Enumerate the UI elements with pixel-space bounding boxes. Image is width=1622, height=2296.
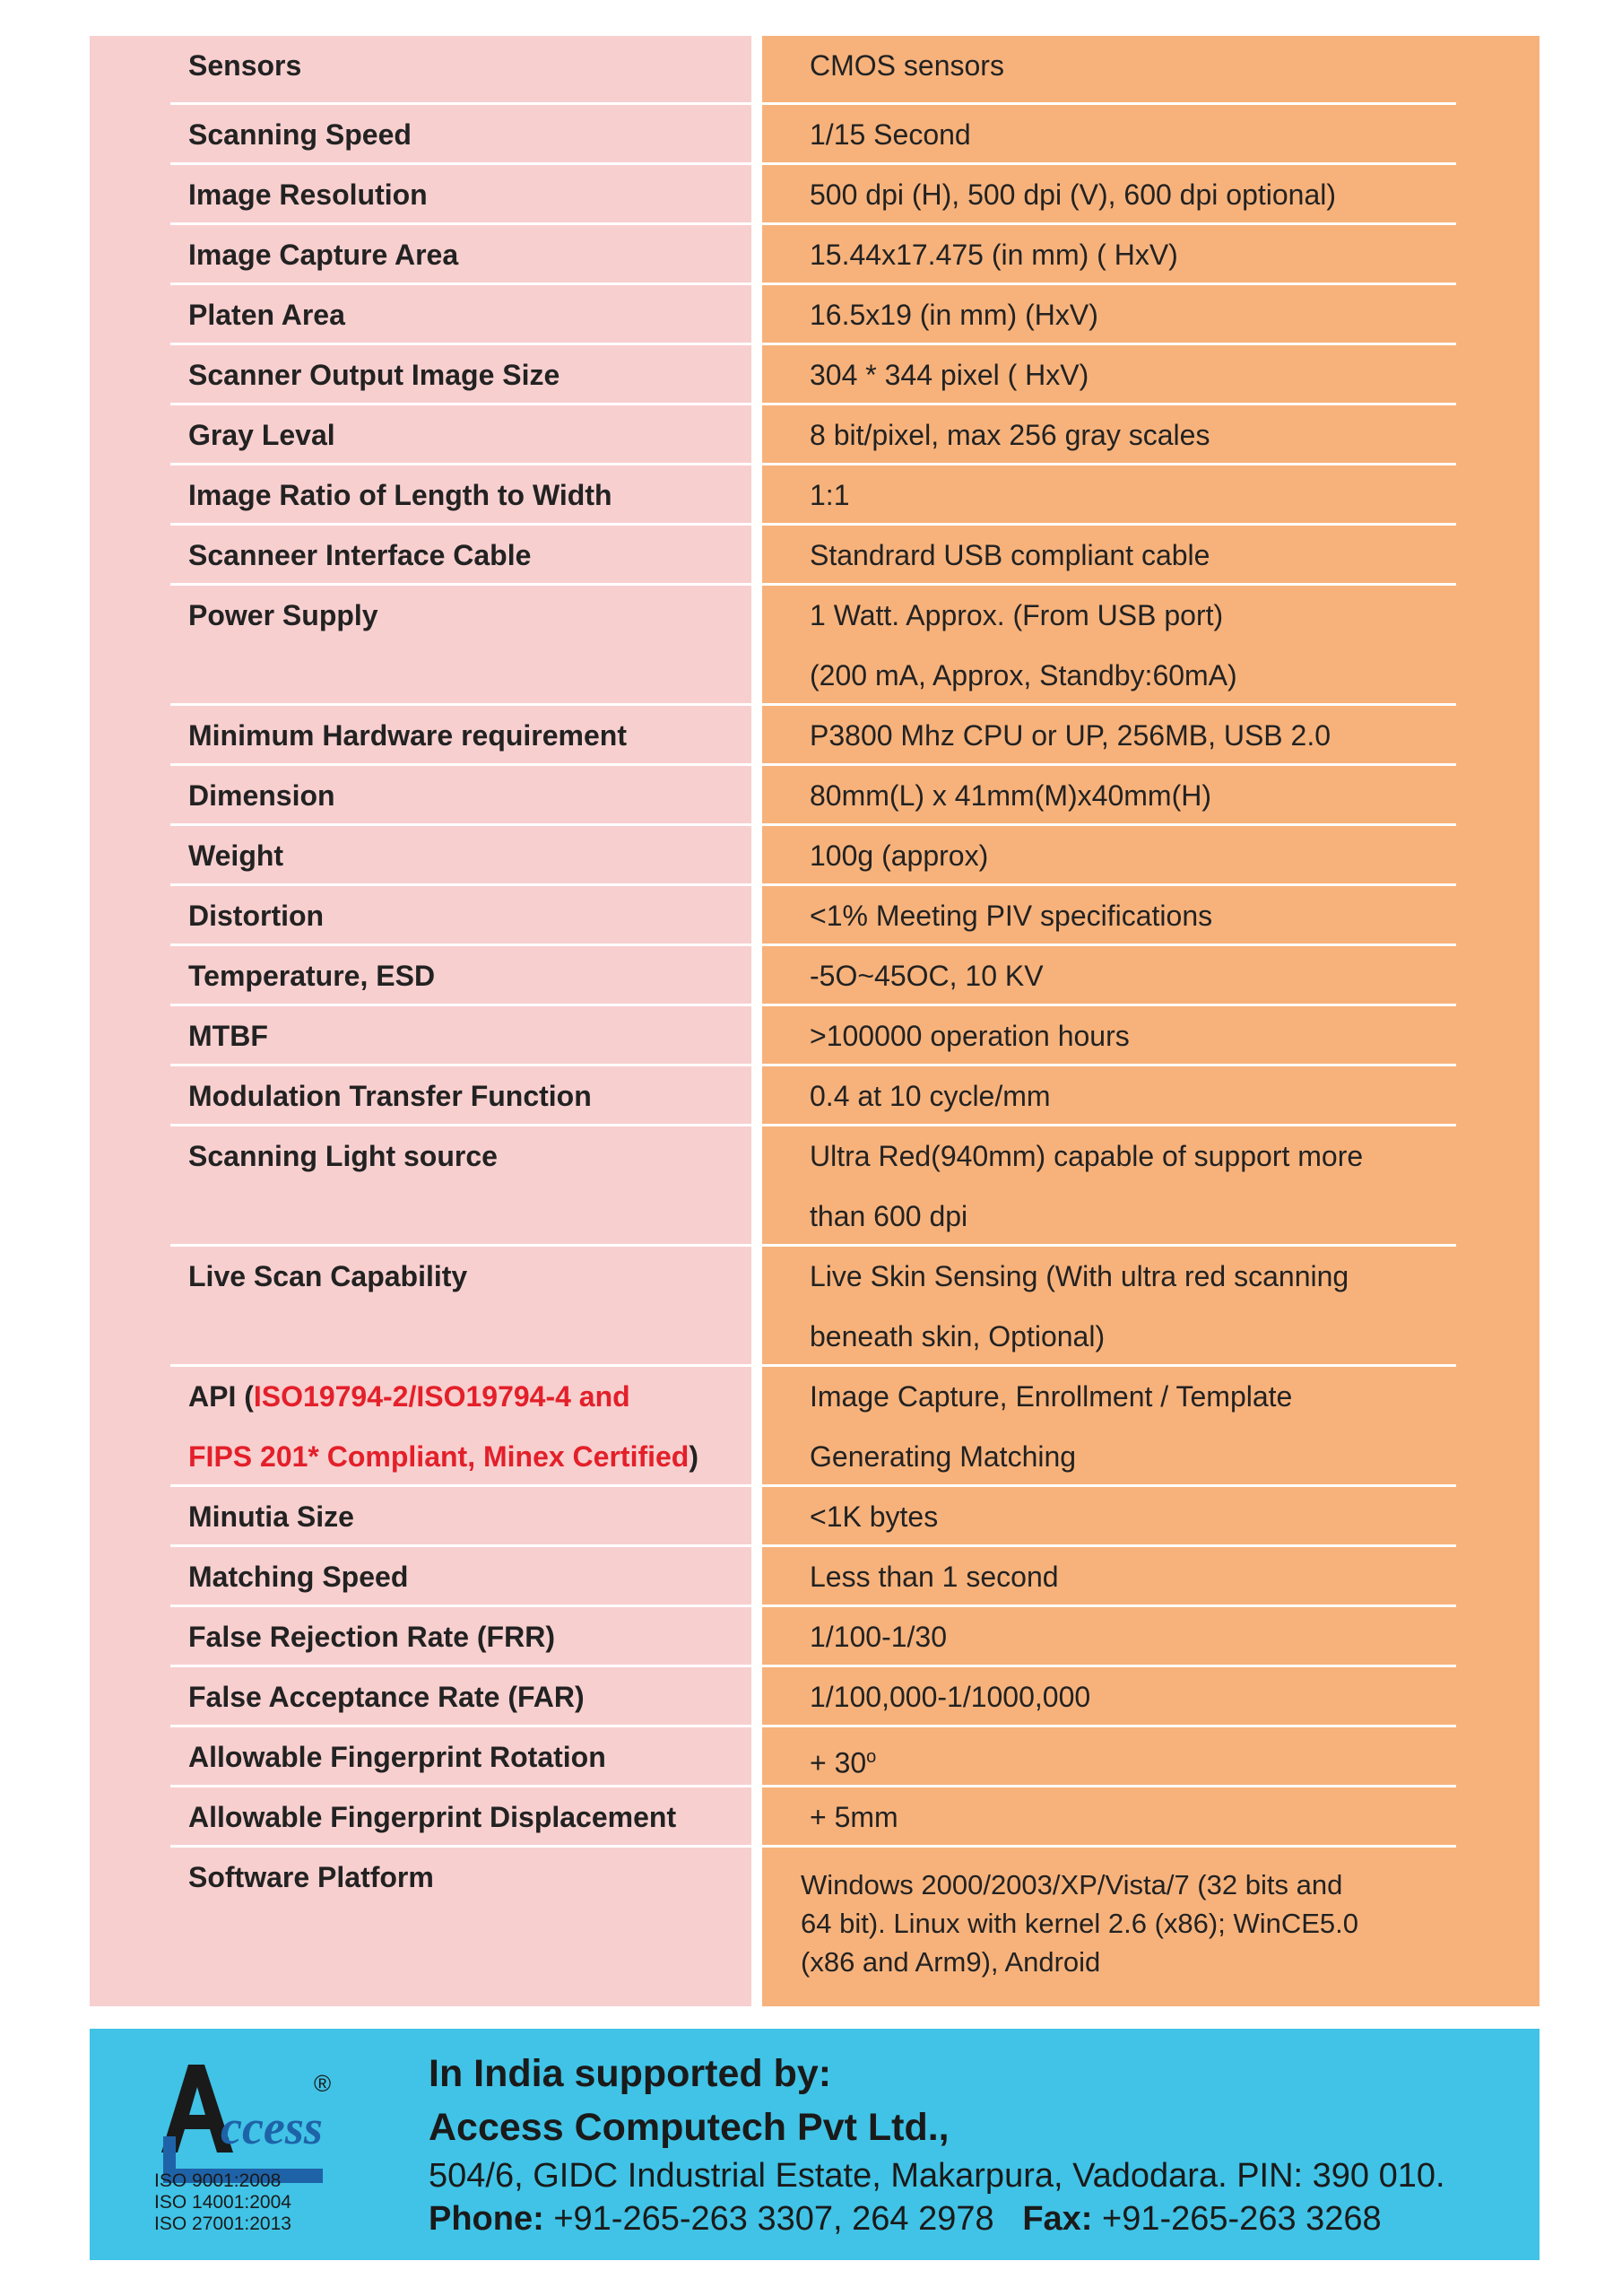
spec-row-minutia-size (90, 1487, 1540, 1547)
spec-row-dimension (90, 766, 1540, 826)
footer-banner (90, 2029, 1540, 2260)
spec-row-gray-level (90, 405, 1540, 465)
spec-value: 1:1 (810, 479, 850, 511)
spec-value: Ultra Red(940mm) capable of support more than 600 dpi (810, 1140, 1364, 1232)
spec-label: Power Supply (188, 599, 378, 631)
spec-row-sensors (90, 36, 1540, 105)
spec-label: Matching Speed (188, 1561, 409, 1593)
spec-row-frr (90, 1607, 1540, 1667)
spec-row-live-scan (90, 1247, 1540, 1367)
spec-row-platen-area (90, 285, 1540, 345)
supported-by: In India supported by: (429, 2052, 832, 2095)
spec-row-mtf (90, 1066, 1540, 1126)
company-name: Access Computech Pvt Ltd., (429, 2106, 950, 2149)
spec-value: 1 Watt. Approx. (From USB port) (200 mA, Approx, Standby:60mA) (810, 599, 1237, 691)
spec-row-min-hardware (90, 706, 1540, 766)
spec-value: 100g (approx) (810, 839, 989, 872)
spec-row-image-ratio (90, 465, 1540, 526)
spec-value: 304 * 344 pixel ( HxV) (810, 359, 1089, 391)
spec-label: Temperature, ESD (188, 960, 436, 992)
spec-label: Dimension (188, 779, 335, 812)
svg-text:ccess: ccess (221, 2100, 323, 2154)
spec-label: Gray Leval (188, 419, 335, 451)
spec-value: 80mm(L) x 41mm(M)x40mm(H) (810, 779, 1211, 812)
spec-value: 500 dpi (H), 500 dpi (V), 600 dpi optional) (810, 178, 1337, 211)
spec-value: Image Capture, Enrollment / Template Generating Matching (810, 1380, 1293, 1473)
spec-label: Scanner Output Image Size (188, 359, 560, 391)
spec-row-interface-cable (90, 526, 1540, 586)
spec-value: + 5mm (810, 1801, 898, 1833)
spec-table (90, 36, 1540, 2006)
spec-row-matching-speed (90, 1547, 1540, 1607)
spec-row-far (90, 1667, 1540, 1727)
spec-row-rotation (90, 1727, 1540, 1787)
spec-label: Sensors (188, 49, 302, 82)
spec-value: + $30^o$ (810, 1746, 877, 1779)
spec-label: Allowable Fingerprint Rotation (188, 1741, 606, 1773)
spec-label: Scanning Speed (188, 118, 412, 151)
spec-value: P3800 Mhz CPU or UP, 256MB, USB 2.0 (810, 719, 1331, 752)
spec-value: 1/100-1/30 (810, 1621, 948, 1653)
spec-value: 16.5x19 (in mm) (HxV) (810, 299, 1098, 331)
iso-14001: ISO 14001:2004 (154, 2192, 291, 2213)
contact-line: Phone: +91-265-263 3307, 264 2978 Fax: +91-265-263 3268 (429, 2200, 1382, 2238)
spec-value: Live Skin Sensing (With ultra red scanning beneath skin, Optional) (810, 1260, 1349, 1352)
spec-label: Image Capture Area (188, 239, 459, 271)
spec-value: 15.44x17.475 (in mm) ( HxV) (810, 239, 1178, 271)
spec-label: Scanning Light source (188, 1140, 498, 1172)
spec-row-light-source (90, 1126, 1540, 1247)
spec-row-output-image-size (90, 345, 1540, 405)
spec-row-distortion (90, 886, 1540, 946)
support-text (429, 2047, 1445, 2240)
spec-row-power-supply (90, 586, 1540, 706)
spec-label: Image Ratio of Length to Width (188, 479, 612, 511)
company-address: 504/6, GIDC Industrial Estate, Makarpura, Vadodara. PIN: 390 010. (429, 2157, 1445, 2195)
spec-row-displacement (90, 1787, 1540, 1848)
spec-row-software-platform (90, 1848, 1540, 2006)
spec-row-scanning-speed (90, 105, 1540, 165)
spec-label: False Acceptance Rate (FAR) (188, 1681, 585, 1713)
spec-value: 8 bit/pixel, max 256 gray scales (810, 419, 1210, 451)
spec-row-temperature (90, 946, 1540, 1006)
spec-row-image-capture-area (90, 225, 1540, 285)
spec-value: -5O~45OC, 10 KV (810, 960, 1044, 992)
spec-value: <1K bytes (810, 1500, 939, 1533)
spec-label: Minutia Size (188, 1500, 354, 1533)
spec-label: Modulation Transfer Function (188, 1080, 592, 1112)
spec-label: Image Resolution (188, 178, 428, 211)
spec-value: >100000 operation hours (810, 1020, 1130, 1052)
spec-label: MTBF (188, 1020, 268, 1052)
spec-label: Scanneer Interface Cable (188, 539, 532, 571)
spec-value: Windows 2000/2003/XP/Vista/7 (32 bits and 64 bit). Linux with kernel 2.6 (x86); WinCE5.0 (x86 and Arm9), Android (801, 1869, 1358, 1978)
svg-text:®: ® (314, 2070, 332, 2097)
spec-label: Distortion (188, 900, 325, 932)
spec-row-image-resolution (90, 165, 1540, 225)
spec-row-mtbf (90, 1006, 1540, 1066)
spec-label: Software Platform (188, 1861, 434, 1893)
spec-value: Standrard USB compliant cable (810, 539, 1210, 571)
spec-value: 0.4 at 10 cycle/mm (810, 1080, 1051, 1112)
spec-label: Weight (188, 839, 284, 872)
iso-27001: ISO 27001:2013 (154, 2213, 291, 2234)
spec-value: <1% Meeting PIV specifications (810, 900, 1213, 932)
spec-label: Allowable Fingerprint Displacement (188, 1801, 677, 1833)
spec-label: Platen Area (188, 299, 345, 331)
spec-value: 1/100,000-1/1000,000 (810, 1681, 1091, 1713)
spec-label: API (ISO19794-2/ISO19794-4 and FIPS 201* Compliant, Minex Certified) (188, 1380, 698, 1473)
spec-value: Less than 1 second (810, 1561, 1059, 1593)
iso-9001: ISO 9001:2008 (154, 2170, 282, 2191)
spec-label: Minimum Hardware requirement (188, 719, 627, 752)
spec-row-weight (90, 826, 1540, 886)
spec-row-api (90, 1367, 1540, 1487)
spec-label: False Rejection Rate (FRR) (188, 1621, 555, 1653)
spec-value: 1/15 Second (810, 118, 971, 151)
spec-value: CMOS sensors (810, 49, 1004, 82)
spec-label: Live Scan Capability (188, 1260, 468, 1292)
